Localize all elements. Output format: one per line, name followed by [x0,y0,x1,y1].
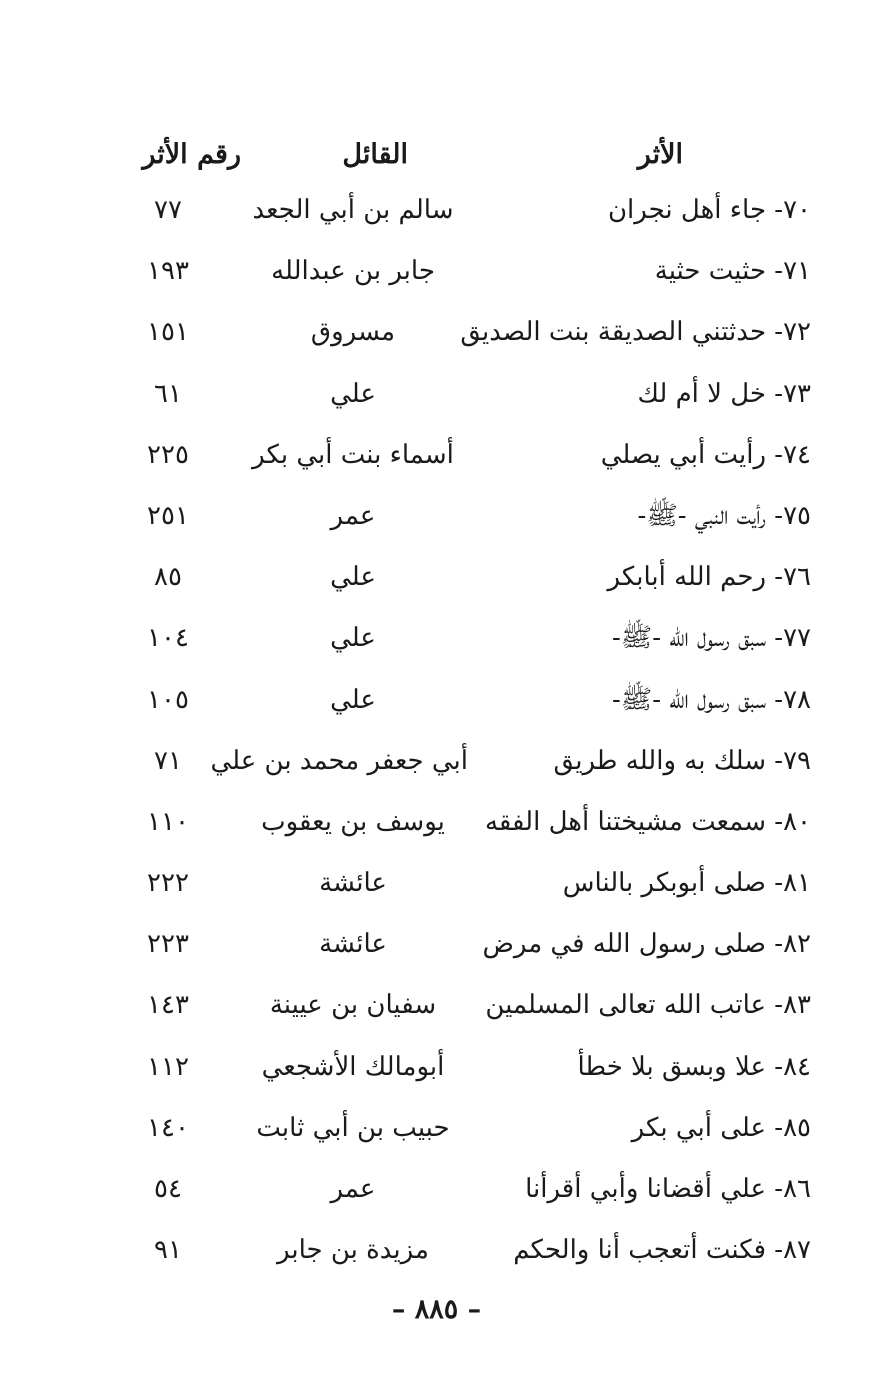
athar-text: ٧٢- حدثتني الصديقة بنت الصديق [460,317,811,348]
table-row [0,975,873,1036]
column-header-sayer: القائل [342,139,408,170]
athar-number: ٨٥ [154,562,182,593]
athar-number: ١٩٣ [147,256,189,287]
table-row [0,1037,873,1098]
athar-number: ١٠٥ [147,684,189,715]
sayer-name: أبي جعفر محمد بن علي [210,745,468,776]
athar-number: ٩١ [154,1235,182,1266]
athar-text: ٧٩- سلك به والله طريق [553,745,811,776]
table-row [0,853,873,914]
athar-text: ٨٤- علا وبسق بلا خطأ [577,1051,811,1082]
sayer-name: عمر [330,500,376,531]
athar-text: ٧٨- سبق رسول الله -ﷺ- [612,684,811,715]
table-row [0,486,873,547]
sayer-name: يوسف بن يعقوب [261,806,445,837]
table-row [0,670,873,731]
athar-text: ٨٥- على أبي بكر [631,1112,811,1143]
column-header-number: رقم الأثر [142,139,241,170]
table-row [0,302,873,363]
table-row [0,241,873,302]
athar-text: ٧١- حثيت حثية [654,256,811,287]
athar-number: ١٤٠ [147,1112,189,1143]
sayer-name: عائشة [319,868,387,899]
sayer-name: علي [330,378,376,409]
athar-text: ٧٦- رحم الله أبابكر [607,562,811,593]
table-row [0,1159,873,1220]
athar-number: ١١٠ [147,806,189,837]
table-row [0,180,873,241]
sayer-name: عائشة [319,929,387,960]
athar-text: ٨٧- فكنت أتعجب أنا والحكم [513,1235,811,1266]
athar-number: ١٠٤ [147,623,189,654]
athar-text: ٧٥- رأيت النبي -ﷺ- [637,500,811,531]
sayer-name: سالم بن أبي الجعد [252,195,454,225]
athar-number: ٢٥١ [147,500,189,531]
table-row [0,547,873,608]
table-row [0,914,873,975]
table-header [0,130,873,180]
athar-text: ٨١- صلى أبوبكر بالناس [562,868,811,899]
athar-number: ٥٤ [154,1174,182,1204]
athar-number: ٧١ [154,745,182,776]
table-row [0,1098,873,1159]
sayer-name: أبومالك الأشجعي [261,1051,445,1082]
sayer-name: علي [330,562,376,593]
page-number: – ٨٨٥ – [391,1294,482,1325]
athar-number: ١٥١ [147,317,189,348]
table-row [0,425,873,486]
sayer-name: حبيب بن أبي ثابت [256,1112,450,1143]
athar-number: ٦١ [154,378,182,409]
sayer-name: جابر بن عبدالله [271,256,435,287]
athar-text: ٧٧- سبق رسول الله -ﷺ- [612,623,811,654]
athar-number: ٢٢٣ [147,929,189,960]
athar-text: ٨٢- صلى رسول الله في مرض [482,929,811,960]
sayer-name: سفيان بن عيينة [269,990,437,1021]
table-row [0,1220,873,1281]
athar-text: ٨٣- عاتب الله تعالى المسلمين [485,990,811,1021]
sayer-name: عمر [330,1174,376,1204]
athar-number: ٢٢٢ [147,868,189,899]
sayer-name: علي [330,684,376,715]
table-row [0,364,873,425]
table-row [0,608,873,669]
table-row [0,731,873,792]
sayer-name: مزيدة بن جابر [277,1235,429,1266]
sayer-name: مسروق [310,317,396,348]
athar-number: ٢٢٥ [147,439,189,470]
athar-number: ١٤٣ [147,990,189,1021]
athar-text: ٧٣- خل لا أم لك [637,378,811,409]
athar-text: ٨٠- سمعت مشيختنا أهل الفقه [484,806,811,837]
athar-number: ١١٢ [147,1051,189,1082]
column-header-athar: الأثر [637,139,683,170]
athar-text: ٨٦- علي أقضانا وأبي أقرأنا [525,1174,811,1204]
table-body [0,180,873,1281]
athar-text: ٧٤- رأيت أبي يصلي [600,439,811,470]
athar-number: ٧٧ [154,195,182,225]
sayer-name: أسماء بنت أبي بكر [252,439,454,470]
athar-text: ٧٠- جاء أهل نجران [607,195,811,225]
table-row [0,792,873,853]
sayer-name: علي [330,623,376,654]
